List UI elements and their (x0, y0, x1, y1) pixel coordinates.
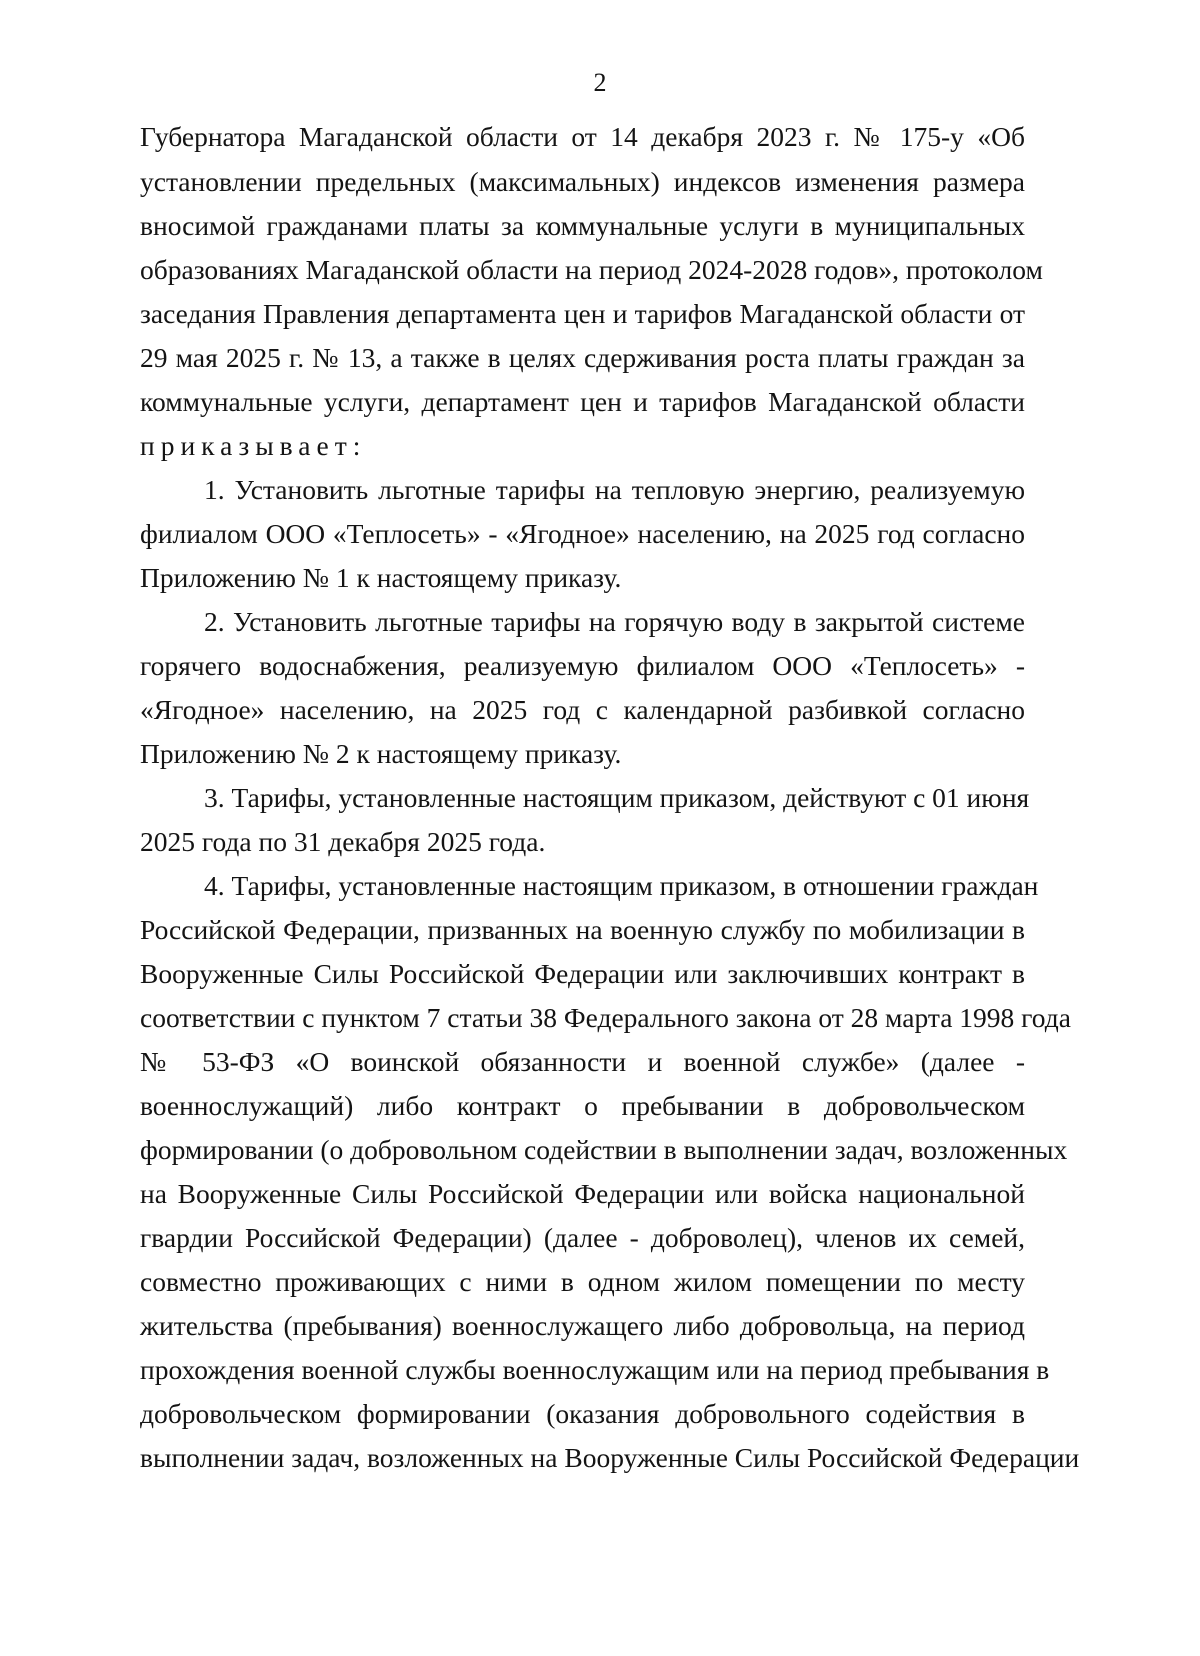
paragraph-1-line: 1. Установить льготные тарифы на тепловую энергию, реализуемую (204, 474, 1025, 505)
text-line: Приложению № 1 к настоящему приказу. (140, 562, 622, 593)
text-line: формировании (о добровольном содействии в выполнении задач, возложенных (140, 1134, 1068, 1165)
text-line: совместно проживающих с ними в одном жилом помещении по месту (140, 1266, 1025, 1297)
text-line: Губернатора Магаданской области от 14 декабря 2023 г. № 175-у «Об (140, 121, 1025, 152)
text-line: Приложению № 2 к настоящему приказу. (140, 738, 622, 769)
paragraph-3-line: 3. Тарифы, установленные настоящим приказом, действуют с 01 июня (204, 782, 1030, 813)
text-line: горячего водоснабжения, реализуемую филиалом ООО «Теплосеть» - (140, 650, 1025, 681)
text-line: жительства (пребывания) военнослужащего либо добровольца, на период (140, 1310, 1025, 1341)
text-line: 29 мая 2025 г. № 13, а также в целях сдерживания роста платы граждан за (140, 342, 1025, 373)
text-line: заседания Правления департамента цен и тарифов Магаданской области от (140, 298, 1025, 329)
text-line: военнослужащий) либо контракт о пребывании в добровольческом (140, 1090, 1025, 1121)
paragraph-4-line: 4. Тарифы, установленные настоящим приказом, в отношении граждан (204, 870, 1039, 901)
text-line: 2025 года по 31 декабря 2025 года. (140, 826, 546, 857)
text-line: Российской Федерации, призванных на военную службу по мобилизации в (140, 914, 1025, 945)
text-line: гвардии Российской Федерации) (далее - доброволец), членов их семей, (140, 1222, 1025, 1253)
text-line: соответствии с пунктом 7 статьи 38 Федерального закона от 28 марта 1998 года (140, 1002, 1071, 1033)
text-line: выполнении задач, возложенных на Вооруженные Силы Российской Федерации (140, 1442, 1080, 1473)
page-number: 2 (593, 68, 607, 97)
text-line: образованиях Магаданской области на период 2024-2028 годов», протоколом (140, 254, 1043, 285)
paragraph-2-line: 2. Установить льготные тарифы на горячую воду в закрытой системе (204, 606, 1025, 637)
text-line: добровольческом формировании (оказания добровольного содействия в (140, 1398, 1025, 1429)
text-line: прохождения военной службы военнослужащим или на период пребывания в (140, 1354, 1050, 1385)
text-line: «Ягодное» населению, на 2025 год с календарной разбивкой согласно (140, 694, 1025, 725)
text-line: № 53-ФЗ «О воинской обязанности и военной службе» (далее - (140, 1046, 1025, 1077)
text-line: Вооруженные Силы Российской Федерации или заключивших контракт в (140, 958, 1025, 989)
text-line: на Вооруженные Силы Российской Федерации или войска национальной (140, 1178, 1025, 1209)
text-line: установлении предельных (максимальных) индексов изменения размера (140, 166, 1025, 197)
text-line: коммунальные услуги, департамент цен и тарифов Магаданской области (140, 386, 1025, 417)
text-line: вносимой гражданами платы за коммунальные услуги в муниципальных (140, 210, 1025, 241)
text-line: филиалом ООО «Теплосеть» - «Ягодное» населению, на 2025 год согласно (140, 518, 1025, 549)
text-line: приказывает: (140, 430, 367, 461)
